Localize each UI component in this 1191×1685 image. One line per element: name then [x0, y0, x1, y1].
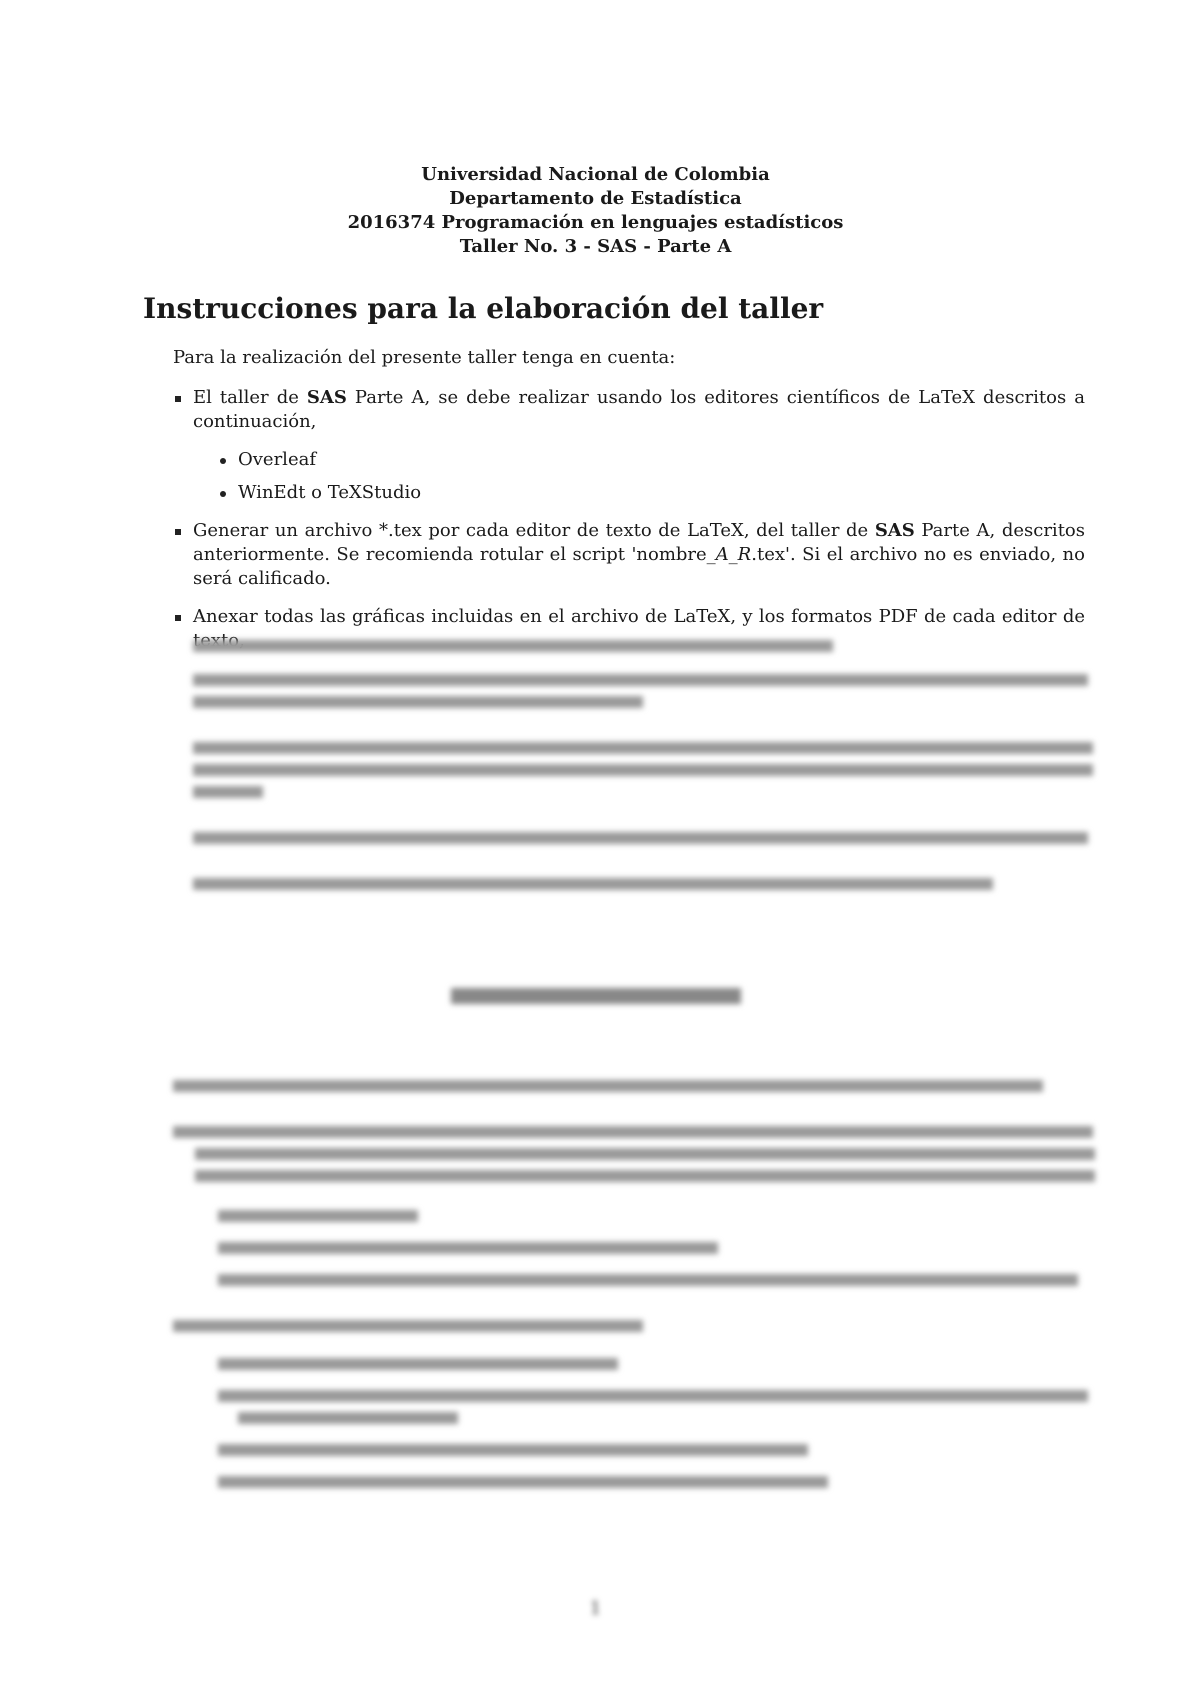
instruction-item: [173, 519, 1085, 591]
editor-name: WinEdt o TeXStudio: [238, 482, 422, 503]
list-item: [218, 481, 1085, 505]
blurred-line: [195, 1170, 1095, 1182]
editor-name: Overleaf: [238, 449, 316, 470]
bold-text: SAS: [306, 387, 347, 408]
blurred-line: [193, 832, 1088, 844]
course-name: 2016374 Programación en lenguajes estadísticos: [347, 212, 844, 233]
blurred-line: [173, 1126, 1093, 1138]
instruction-item: [173, 386, 1085, 505]
italic-text: A_R: [715, 544, 752, 565]
blurred-line: [218, 1274, 1078, 1286]
bullet-dot-icon: [220, 491, 226, 497]
editor-list: [218, 448, 1085, 505]
instruction-text: , del taller de: [743, 520, 875, 541]
instruction-text: .tex'. Si el archivo no es enviado, no será calificado.: [193, 544, 1085, 589]
bullet-square-icon: [175, 615, 181, 621]
blurred-instructions: [173, 640, 1093, 890]
instruction-text: descritos a continuación,: [193, 387, 1085, 432]
intro-text: Para la realización del presente taller tenga en cuenta:: [173, 347, 676, 368]
blurred-line: [193, 764, 1093, 776]
blurred-line: [193, 786, 263, 798]
department-name: Departamento de Estadística: [449, 188, 742, 209]
bullet-square-icon: [175, 529, 181, 535]
blurred-line: [218, 1444, 808, 1456]
blurred-line: [193, 742, 1093, 754]
blurred-line: [218, 1242, 718, 1254]
blurred-line: [173, 1080, 1043, 1092]
section-title: Instrucciones para la elaboración del taller: [143, 292, 824, 325]
blurred-line: [218, 1358, 618, 1370]
blurred-line: [173, 1320, 643, 1332]
blurred-line: [193, 696, 643, 708]
latex-logo: LaTeX: [687, 520, 744, 541]
latex-logo: LaTeX: [673, 606, 731, 627]
blurred-line: [238, 1412, 458, 1424]
blurred-line: [218, 1210, 418, 1222]
blurred-line: [193, 640, 833, 652]
instructions-list: [173, 386, 1085, 667]
blurred-line: [195, 1148, 1095, 1160]
blurred-line: [451, 988, 741, 1004]
workshop-title: Taller No. 3 - SAS - Parte A: [459, 236, 732, 257]
instruction-text: Parte A, descritos anteriormente. Se recomienda rotular el script 'nombre_: [193, 520, 1085, 565]
instruction-text: , y los formatos PDF de cada editor de: [730, 606, 1086, 627]
instruction-text: Parte A, se debe realizar usando los editores científicos de: [346, 387, 919, 408]
blurred-line: [218, 1476, 828, 1488]
bullet-dot-icon: [220, 458, 226, 464]
document-header: [0, 163, 1191, 259]
blurred-line: [218, 1390, 1088, 1402]
blurred-line: [193, 878, 993, 890]
list-item: [218, 448, 1085, 472]
instruction-text: Generar un archivo *.tex por cada editor de texto de: [193, 520, 688, 541]
instruction-text: El taller de: [193, 387, 307, 408]
university-name: Universidad Nacional de Colombia: [421, 164, 770, 185]
blurred-line: [193, 674, 1088, 686]
blurred-exercises: [173, 1080, 1093, 1488]
instruction-text: Anexar todas las gráficas incluidas en el archivo de: [193, 606, 674, 627]
bold-text: SAS: [874, 520, 915, 541]
page-number: 1: [589, 1598, 602, 1619]
latex-logo: LaTeX: [918, 387, 976, 408]
blurred-workshop-heading: [0, 988, 1191, 1004]
bullet-square-icon: [175, 396, 181, 402]
